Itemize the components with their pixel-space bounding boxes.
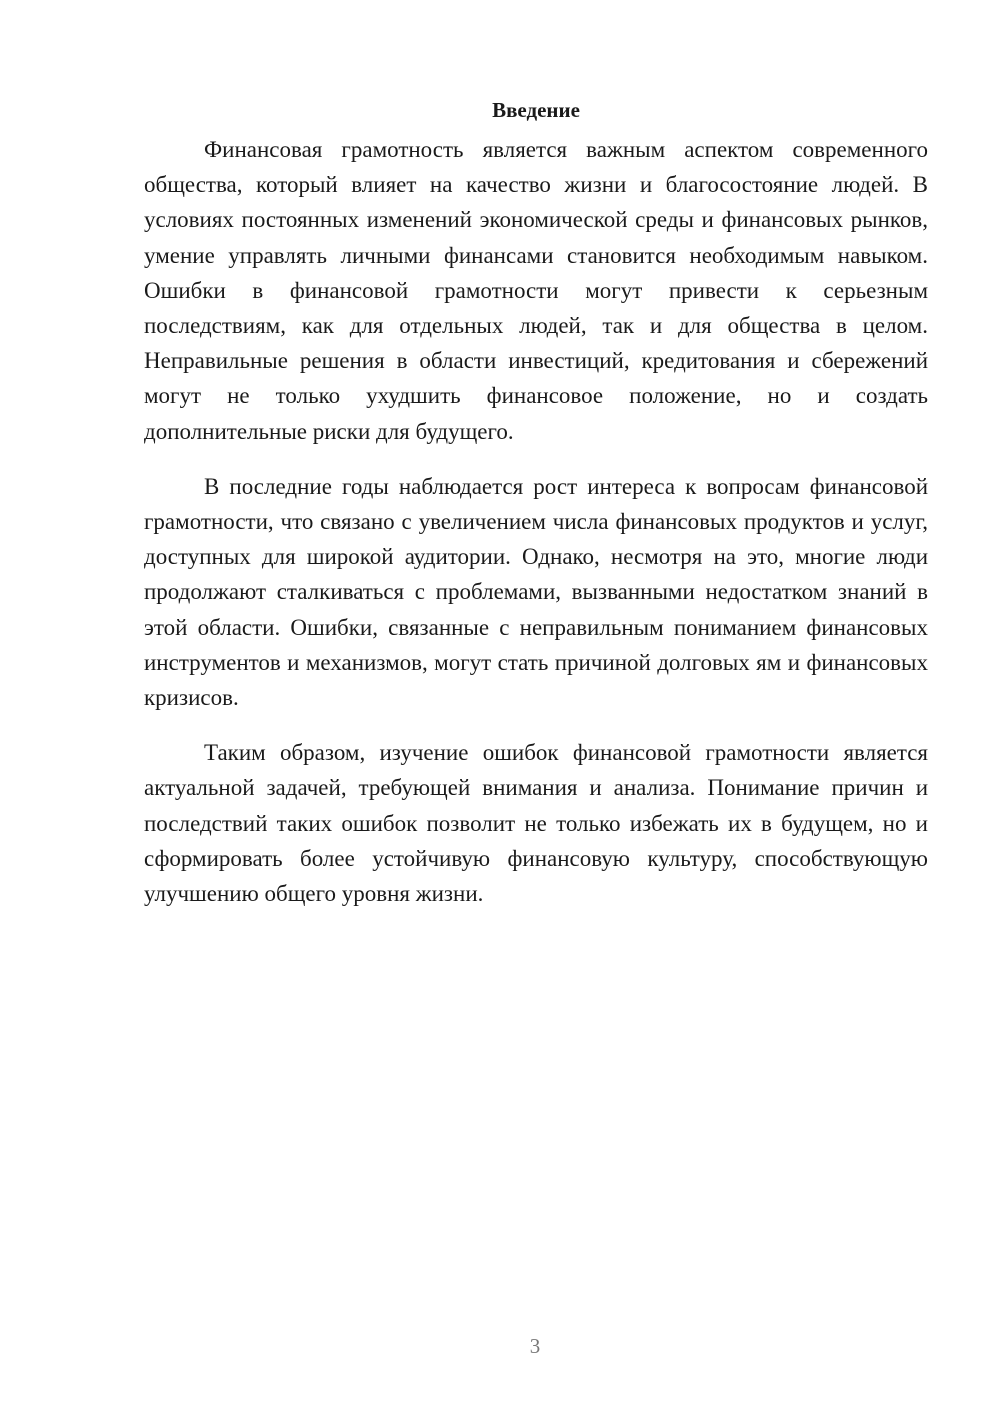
section-heading: Введение <box>492 98 580 122</box>
page-content <box>144 96 928 931</box>
paragraph-1: Финансовая грамотность является важным аспектом современного общества, который влияет на качество жизни и благосостояние людей. В условиях постоянных изменений экономической среды и финансовых рынков, умение управлять личными финансами становится необходимым навыком. Ошибки в финансовой грамотности могут привести к серьезным последствиям, как для отдельных людей, так и для общества в целом. Неправильные решения в области инвестиций, кредитования и сбережений могут не только ухудшить финансовое положение, но и создать дополнительные риски для будущего. <box>144 137 928 444</box>
page-number: 3 <box>529 1334 541 1358</box>
paragraph-2: В последние годы наблюдается рост интереса к вопросам финансовой грамотности, что связано с увеличением числа финансовых продуктов и услуг, доступных для широкой аудитории. Однако, несмотря на это, многие люди продолжают сталкиваться с проблемами, вызванными недостатком знаний в этой области. Ошибки, связанные с неправильным пониманием финансовых инструментов и механизмов, могут стать причиной долговых ям и финансовых кризисов. <box>144 473 928 711</box>
paragraph-3: Таким образом, изучение ошибок финансовой грамотности является актуальной задачей, требующей внимания и анализа. Понимание причин и последствий таких ошибок позволит не только избежать их в будущем, но и сформировать более устойчивую финансовую культуру, способствующую улучшению общего уровня жизни. <box>144 740 928 907</box>
